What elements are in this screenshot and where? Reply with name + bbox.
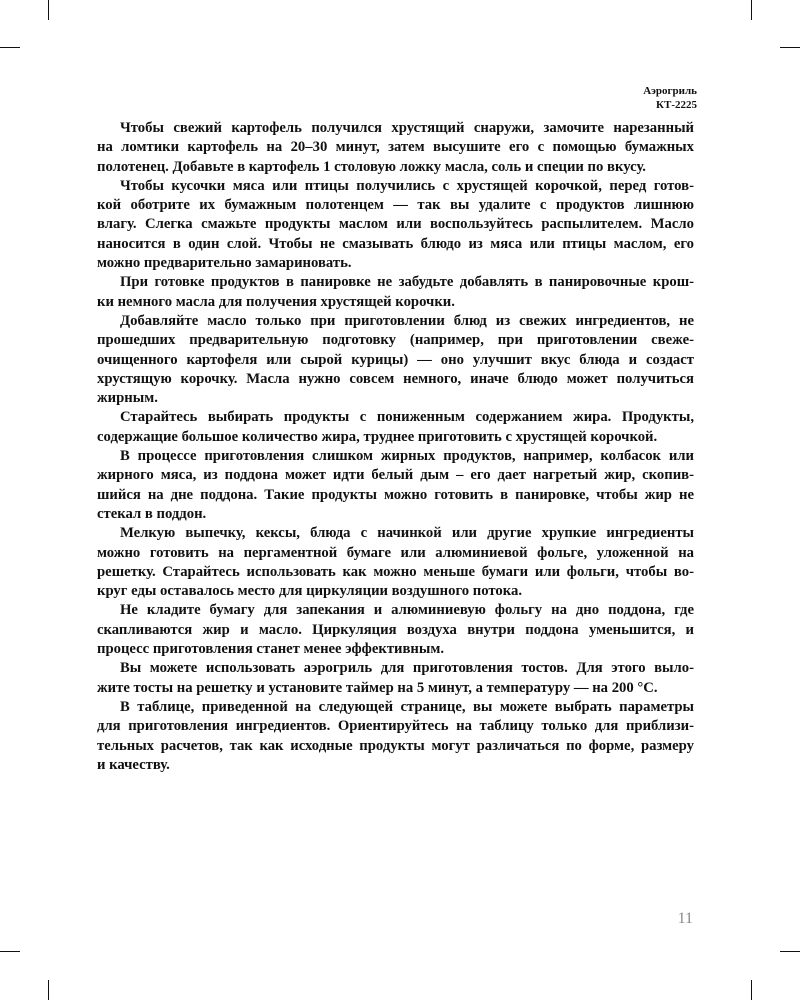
text-line: полотенец. Добавьте в картофель 1 столовую ложку масла, соль и специи по вкусу. <box>97 158 646 175</box>
text-line: жирного мяса, из поддона может идти белый дым – его дает нагретый жир, скопив- <box>97 467 694 484</box>
paragraph <box>97 119 694 177</box>
crop-mark-right-bottom <box>780 951 800 952</box>
crop-mark-top-left <box>48 0 49 20</box>
crop-mark-bottom-right <box>751 980 752 1000</box>
paragraph <box>97 273 694 312</box>
text-line: содержащие большое количество жира, труднее приготовить с хрустящей корочкой. <box>97 428 658 445</box>
text-line: процесс приготовления станет менее эффективным. <box>97 641 445 658</box>
text-line: влагу. Слегка смажьте продукты маслом или воспользуйтесь распылителем. Масло <box>97 216 694 233</box>
paragraph <box>97 659 694 698</box>
text-line: Чтобы кусочки мяса или птицы получились с хрустящей корочкой, перед готов- <box>120 177 694 194</box>
paragraph <box>97 447 694 524</box>
body-text <box>97 119 694 775</box>
text-line: круг еды оставалось место для циркуляции воздушного потока. <box>97 583 523 600</box>
running-header <box>643 84 697 112</box>
paragraph <box>97 601 694 659</box>
text-line: можно предварительно замариновать. <box>97 255 352 272</box>
crop-mark-right-top <box>780 47 800 48</box>
text-line: кой оботрите их бумажным полотенцем — так вы удалите с продуктов лишнюю <box>97 197 694 214</box>
text-line: Старайтесь выбирать продукты с пониженным содержанием жира. Продукты, <box>120 409 694 426</box>
text-line: Мелкую выпечку, кексы, блюда с начинкой или другие хрупкие ингредиенты <box>120 525 694 542</box>
crop-mark-bottom-left <box>48 980 49 1000</box>
text-line: При готовке продуктов в панировке не забудьте добавлять в панировочные крош- <box>120 274 694 291</box>
text-line: Чтобы свежий картофель получился хрустящий снаружи, замочите нарезанный <box>120 120 694 136</box>
text-line: В процессе приготовления слишком жирных продуктов, например, колбасок или <box>120 448 694 465</box>
text-line: скапливаются жир и масло. Циркуляция воздуха внутри поддона уменьшится, и <box>97 621 694 638</box>
paragraph <box>97 698 694 775</box>
text-line: тельных расчетов, так как исходные продукты могут различаться по форме, размеру <box>97 737 694 754</box>
paragraph <box>97 524 694 601</box>
text-line: жите тосты на решетку и установите таймер на 5 минут, а температуру — на 200 °C. <box>97 679 658 696</box>
text-line: шийся на дне поддона. Такие продукты можно готовить в панировке, чтобы жир не <box>97 486 694 503</box>
crop-mark-left-top <box>0 47 20 48</box>
text-line: прошедших предварительную подготовку (например, при приготовлении свеже- <box>97 332 694 349</box>
text-line: жирным. <box>97 390 158 407</box>
text-line: решетку. Старайтесь использовать как можно меньше бумаги или фольги, чтобы во- <box>97 563 694 580</box>
paragraph <box>97 408 694 447</box>
header-product: Аэрогриль <box>643 85 697 97</box>
text-line: для приготовления ингредиентов. Ориентируйтесь на таблицу только для приблизи- <box>97 718 694 735</box>
text-line: Не кладите бумагу для запекания и алюминиевую фольгу на дно поддона, где <box>120 602 694 619</box>
text-line: хрустящую корочку. Масла нужно совсем немного, иначе блюдо может получиться <box>97 370 694 387</box>
text-line: и качеству. <box>97 756 170 773</box>
text-line: Добавляйте масло только при приготовлении блюд из свежих ингредиентов, не <box>120 312 694 329</box>
text-line: можно готовить на пергаментной бумаге или алюминиевой фольге, уложенной на <box>97 544 694 561</box>
paragraph <box>97 177 694 273</box>
text-line: ки немного масла для получения хрустящей корочки. <box>97 293 455 310</box>
text-line: на ломтики картофель на 20–30 минут, затем высушите его с помощью бумажных <box>97 139 694 156</box>
crop-mark-left-bottom <box>0 951 20 952</box>
text-line: Вы можете использовать аэрогриль для приготовления тостов. Для этого выло- <box>120 660 694 677</box>
paragraph <box>97 312 694 408</box>
text-line: наносится в один слой. Чтобы не смазывать блюдо из мяса или птицы маслом, его <box>97 235 694 252</box>
crop-mark-top-right <box>751 0 752 20</box>
text-line: стекал в поддон. <box>97 505 207 522</box>
page-number: 11 <box>677 910 693 927</box>
header-model: КТ-2225 <box>656 99 697 111</box>
text-line: очищенного картофеля или сырой курицы) — оно улучшит вкус блюда и создаст <box>97 351 694 368</box>
text-line: В таблице, приведенной на следующей странице, вы можете выбрать параметры <box>120 698 694 715</box>
